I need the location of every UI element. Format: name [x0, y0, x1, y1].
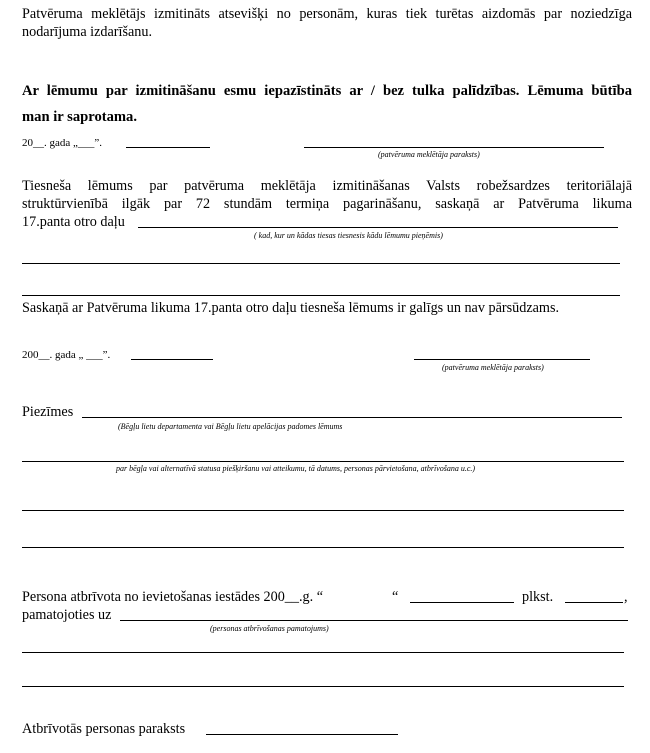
- notes-line-2: [22, 461, 624, 462]
- court-decision-caption: ( kad, kur un kādas tiesas tiesnesis kādu lēmumu pieņēmis): [254, 231, 443, 240]
- release-basis-caption: (personas atbrīvošanas pamatojums): [210, 624, 329, 633]
- release-basis-line: [120, 620, 628, 621]
- date-field-1: 20__. gada „___”.: [22, 137, 103, 149]
- release-comma: ,: [624, 589, 628, 605]
- signature-line-1: [304, 147, 604, 148]
- notes-caption-2: par bēgļa vai alternatīvā statusa piešķiršanu vai atteikumu, tā datums, personas pārvietošana, atbrīvošana u.c.): [116, 464, 476, 473]
- released-signature-label: Atbrīvotās personas paraksts: [22, 721, 186, 737]
- release-time-label: plkst.: [522, 589, 554, 605]
- notes-line-1: [82, 417, 622, 418]
- signature-line-2: [414, 359, 590, 360]
- blank-line-2: [22, 295, 620, 296]
- final-decision-statement: Saskaņā ar Patvēruma likuma 17.panta otro daļu tiesneša lēmums ir galīgs un nav pārsūdzams.: [22, 300, 560, 316]
- notes-line-4: [22, 547, 624, 548]
- date-field-2: 200__. gada „ ___”.: [22, 349, 111, 361]
- court-decision-line-2: struktūrvienībā ilgāk par 72 stundām termiņa pagarināšanu, saskaņā ar Patvēruma likuma: [22, 196, 632, 212]
- release-text-a: Persona atbrīvota no ievietošanas iestādes 200__.g. “: [22, 589, 324, 605]
- signature-caption-2: (patvēruma meklētāja paraksts): [442, 363, 544, 372]
- blank-line-1: [22, 263, 620, 264]
- release-time-line: [565, 602, 623, 603]
- notes-label: Piezīmes: [22, 404, 74, 420]
- signature-caption-1: (patvēruma meklētāja paraksts): [378, 150, 480, 159]
- date-line-1: [126, 147, 210, 148]
- release-date-line: [410, 602, 514, 603]
- acknowledgement-line-2: man ir saprotama.: [22, 109, 137, 125]
- acknowledgement-line-1: Ar lēmumu par izmitināšanu esmu iepazīstināts ar / bez tulka palīdzības. Lēmuma būtība: [22, 83, 632, 99]
- released-signature-line: [206, 734, 398, 735]
- release-text-b: “: [392, 589, 399, 605]
- court-decision-line-3: 17.panta otro daļu: [22, 214, 125, 230]
- court-decision-line-1: Tiesneša lēmums par patvēruma meklētāja izmitināšanas Valsts robežsardzes teritoriālajā: [22, 178, 632, 194]
- intro-paragraph: Patvēruma meklētājs izmitināts atsevišķi no personām, kuras tiek turētas aizdomās par noziedzīga nodarījuma izdarīšanu.: [22, 6, 632, 40]
- release-blank-line-2: [22, 686, 624, 687]
- release-blank-line-1: [22, 652, 624, 653]
- notes-line-3: [22, 510, 624, 511]
- date-line-2: [131, 359, 213, 360]
- notes-caption-1: (Bēgļu lietu departamenta vai Bēgļu lietu apelācijas padomes lēmums: [118, 422, 343, 431]
- release-basis-label: pamatojoties uz: [22, 607, 112, 623]
- court-decision-fill-line: [138, 227, 618, 228]
